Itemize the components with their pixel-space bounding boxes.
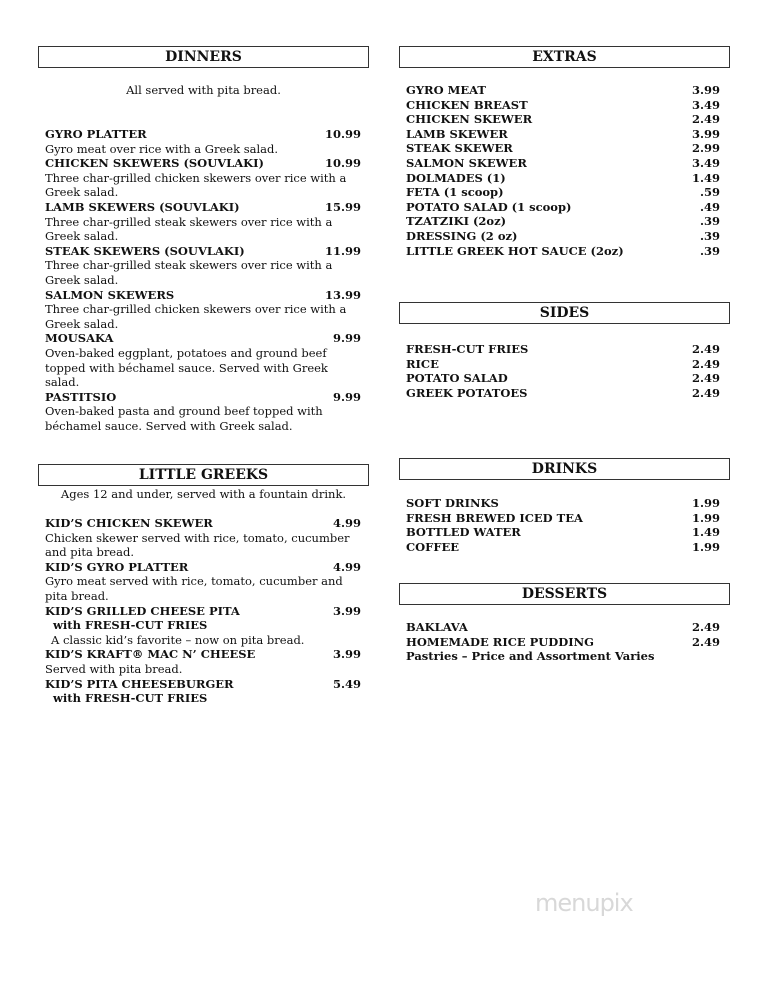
menu-item bbox=[45, 677, 361, 706]
menu-item bbox=[45, 331, 361, 389]
menu-item bbox=[45, 647, 361, 676]
menu-item bbox=[406, 214, 720, 229]
item-name: GREEK POTATOES bbox=[406, 385, 528, 400]
item-name: FRESH BREWED ICED TEA bbox=[406, 510, 583, 525]
item-price: 2.49 bbox=[691, 620, 720, 634]
desserts-footer-text: Pastries – Price and Assortment Varies bbox=[406, 649, 655, 664]
desserts-header: DESSERTS bbox=[399, 583, 730, 605]
item-price: 2.49 bbox=[691, 342, 720, 356]
menu-item bbox=[406, 371, 720, 386]
item-name: BOTTLED WATER bbox=[406, 525, 521, 540]
menu-item bbox=[406, 540, 720, 555]
item-name: LITTLE GREEK HOT SAUCE (2oz) bbox=[406, 243, 624, 258]
menu-item bbox=[45, 244, 361, 288]
item-description: Three char-grilled steak skewers over rice with a Greek salad. bbox=[45, 214, 333, 244]
item-price: 9.99 bbox=[332, 331, 361, 346]
drinks-list bbox=[406, 496, 720, 554]
item-price: 3.99 bbox=[332, 603, 361, 618]
menu-item bbox=[406, 635, 720, 650]
item-price: 3.99 bbox=[691, 126, 720, 141]
menu-item bbox=[406, 200, 720, 215]
menu-item bbox=[406, 357, 720, 372]
item-name: BAKLAVA bbox=[406, 620, 468, 634]
item-subline: with FRESH-CUT FRIES bbox=[53, 691, 208, 706]
item-price: 2.49 bbox=[691, 371, 720, 386]
item-price: 10.99 bbox=[324, 156, 361, 171]
item-description: Three char-grilled steak skewers over rice with a Greek salad. bbox=[45, 258, 333, 287]
item-name: KID’S CHICKEN SKEWER bbox=[45, 516, 213, 530]
menu-item bbox=[45, 604, 361, 648]
item-description: Served with pita bread. bbox=[45, 661, 183, 676]
item-description: Three char-grilled chicken skewers over rice with a Greek salad. bbox=[45, 302, 347, 331]
item-name: POTATO SALAD bbox=[406, 371, 508, 386]
item-name: SOFT DRINKS bbox=[406, 496, 499, 510]
item-price: 3.99 bbox=[332, 647, 361, 662]
desserts-footer bbox=[406, 649, 720, 664]
item-price: 1.99 bbox=[691, 510, 720, 525]
menu-item bbox=[45, 560, 361, 604]
menu-item bbox=[45, 516, 361, 560]
item-description: Oven-baked pasta and ground beef topped with béchamel sauce. Served with Greek salad. bbox=[45, 404, 323, 433]
item-description: Oven-baked eggplant, potatoes and ground beef topped with béchamel sauce. Served with Greek salad. bbox=[45, 345, 328, 390]
item-name: SALMON SKEWER bbox=[406, 155, 527, 170]
item-name: DOLMADES (1) bbox=[406, 170, 506, 185]
item-name: COFFEE bbox=[406, 539, 460, 554]
item-description: Gyro meat served with rice, tomato, cucumber and pita bread. bbox=[45, 574, 343, 603]
menu-item bbox=[406, 127, 720, 142]
item-price: 4.99 bbox=[332, 516, 361, 530]
item-description: Chicken skewer served with rice, tomato, cucumber and pita bread. bbox=[45, 530, 350, 560]
sides-list bbox=[406, 342, 720, 400]
menu-item bbox=[45, 127, 361, 156]
menu-item bbox=[406, 141, 720, 156]
dinners-note: All served with pita bread. bbox=[126, 83, 281, 97]
menu-item bbox=[406, 98, 720, 113]
item-price: 2.49 bbox=[691, 385, 720, 400]
item-name: KID’S GRILLED CHEESE PITA bbox=[45, 603, 240, 618]
item-description: Gyro meat over rice with a Greek salad. bbox=[45, 141, 279, 156]
menu-item bbox=[406, 525, 720, 540]
item-name: GYRO PLATTER bbox=[45, 127, 147, 141]
menu-item bbox=[406, 511, 720, 526]
item-description: A classic kid’s favorite – now on pita bread. bbox=[51, 632, 305, 647]
menu-item bbox=[45, 200, 361, 244]
menupix-watermark: menupix bbox=[535, 889, 633, 917]
menu-item bbox=[406, 496, 720, 511]
drinks-header: DRINKS bbox=[399, 458, 730, 480]
item-price: 1.99 bbox=[691, 496, 720, 510]
item-price: 11.99 bbox=[324, 243, 361, 258]
menu-item bbox=[406, 620, 720, 635]
little-greeks-list bbox=[45, 516, 361, 706]
item-price: 15.99 bbox=[324, 199, 361, 214]
item-name: HOMEMADE RICE PUDDING bbox=[406, 634, 594, 649]
item-name: FETA (1 scoop) bbox=[406, 185, 504, 200]
item-name: KID’S KRAFT® MAC N’ CHEESE bbox=[45, 647, 256, 662]
item-price: 1.99 bbox=[691, 539, 720, 554]
menu-item bbox=[406, 171, 720, 186]
item-price: .39 bbox=[699, 228, 720, 243]
item-name: LAMB SKEWERS (SOUVLAKI) bbox=[45, 199, 240, 214]
item-name: LAMB SKEWER bbox=[406, 126, 508, 141]
little-greeks-header: LITTLE GREEKS bbox=[38, 464, 369, 486]
menu-item bbox=[406, 342, 720, 357]
menu-item bbox=[406, 156, 720, 171]
menu-item bbox=[45, 288, 361, 332]
menu-item bbox=[406, 83, 720, 98]
item-price: 10.99 bbox=[324, 127, 361, 141]
item-price: 3.99 bbox=[691, 83, 720, 97]
desserts-list bbox=[406, 620, 720, 664]
item-price: 1.49 bbox=[691, 525, 720, 540]
item-name: RICE bbox=[406, 356, 439, 371]
menu-item bbox=[406, 185, 720, 200]
item-price: 2.49 bbox=[691, 356, 720, 371]
menu-item bbox=[406, 386, 720, 401]
menu-item bbox=[406, 244, 720, 259]
item-price: 2.49 bbox=[691, 634, 720, 649]
item-name: CHICKEN SKEWER bbox=[406, 112, 533, 127]
item-name: CHICKEN BREAST bbox=[406, 97, 528, 112]
menu-item bbox=[45, 390, 361, 434]
item-price: .39 bbox=[699, 243, 720, 258]
item-price: 9.99 bbox=[332, 389, 361, 404]
item-price: .49 bbox=[699, 199, 720, 214]
item-name: TZATZIKI (2oz) bbox=[406, 214, 507, 229]
item-name: KID’S GYRO PLATTER bbox=[45, 559, 189, 574]
item-name: GYRO MEAT bbox=[406, 83, 486, 97]
item-name: KID’S PITA CHEESEBURGER bbox=[45, 676, 234, 691]
menu-item bbox=[45, 156, 361, 200]
item-price: 3.49 bbox=[691, 97, 720, 112]
sides-header: SIDES bbox=[399, 302, 730, 324]
item-name: POTATO SALAD (1 scoop) bbox=[406, 199, 572, 214]
item-name: PASTITSIO bbox=[45, 389, 117, 404]
dinners-list bbox=[45, 127, 361, 433]
item-price: 2.49 bbox=[691, 112, 720, 127]
item-price: .39 bbox=[699, 214, 720, 229]
item-price: 2.99 bbox=[691, 141, 720, 156]
item-price: 5.49 bbox=[332, 676, 361, 691]
item-price: 4.99 bbox=[332, 559, 361, 574]
item-name: CHICKEN SKEWERS (SOUVLAKI) bbox=[45, 156, 264, 171]
dinners-header: DINNERS bbox=[38, 46, 369, 68]
extras-header: EXTRAS bbox=[399, 46, 730, 68]
item-name: FRESH-CUT FRIES bbox=[406, 342, 529, 356]
item-price: 3.49 bbox=[691, 155, 720, 170]
item-price: .59 bbox=[699, 185, 720, 200]
item-name: STEAK SKEWER bbox=[406, 141, 513, 156]
item-subline: with FRESH-CUT FRIES bbox=[53, 618, 208, 633]
item-name: SALMON SKEWERS bbox=[45, 287, 175, 302]
item-name: STEAK SKEWERS (SOUVLAKI) bbox=[45, 243, 245, 258]
menu-item bbox=[406, 112, 720, 127]
item-price: 13.99 bbox=[324, 287, 361, 302]
extras-list bbox=[406, 83, 720, 258]
item-name: MOUSAKA bbox=[45, 331, 114, 346]
little-greeks-note: Ages 12 and under, served with a fountain drink. bbox=[60, 487, 347, 501]
item-price: 1.49 bbox=[691, 170, 720, 185]
menu-item bbox=[406, 229, 720, 244]
item-name: DRESSING (2 oz) bbox=[406, 228, 518, 243]
item-description: Three char-grilled chicken skewers over rice with a Greek salad. bbox=[45, 170, 347, 200]
